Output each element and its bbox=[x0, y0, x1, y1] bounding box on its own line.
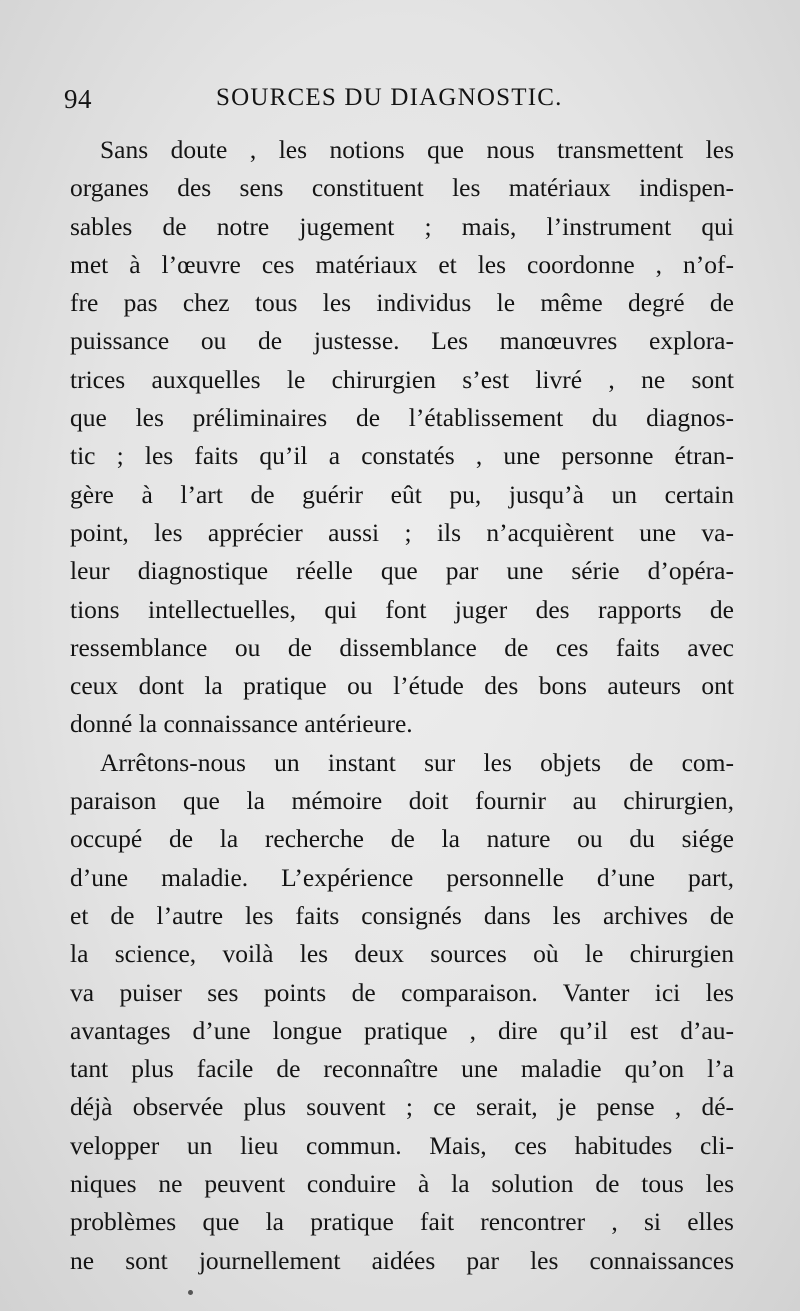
text-line: problèmes que la pratique fait rencontrer , si elles bbox=[70, 1207, 734, 1237]
text-line: point, les apprécier aussi ; ils n’acquièrent une va- bbox=[70, 517, 734, 547]
text-line: tant plus facile de reconnaître une maladie qu’on l’a bbox=[70, 1054, 734, 1084]
text-line: trices auxquelles le chirurgien s’est livré , ne sont bbox=[70, 364, 734, 394]
text-line: tions intellectuelles, qui font juger des rapports de bbox=[70, 594, 734, 624]
text-line: occupé de la recherche de la nature ou du siége bbox=[70, 824, 734, 854]
text-line: va puiser ses points de comparaison. Vanter ici les bbox=[70, 977, 734, 1007]
text-line: Arrêtons-nous un instant sur les objets de com- bbox=[100, 747, 734, 777]
text-line: tic ; les faits qu’il a constatés , une personne étran- bbox=[70, 441, 734, 471]
text-line: que les préliminaires de l’établissement du diagnos- bbox=[70, 403, 734, 433]
text-line: et de l’autre les faits consignés dans les archives de bbox=[70, 900, 734, 930]
text-line: la science, voilà les deux sources où le chirurgien bbox=[70, 939, 734, 969]
text-line: Sans doute , les notions que nous transmettent les bbox=[100, 135, 734, 164]
page-number: 94 bbox=[64, 84, 92, 114]
body-text bbox=[70, 131, 734, 1280]
text-line: gère à l’art de guérir eût pu, jusqu’à un certain bbox=[70, 479, 734, 509]
text-line: d’une maladie. L’expérience personnelle d’une part, bbox=[70, 862, 734, 892]
text-line: déjà observée plus souvent ; ce serait, je pense , dé- bbox=[70, 1092, 734, 1122]
text-line: velopper un lieu commun. Mais, ces habitudes cli- bbox=[70, 1130, 734, 1160]
text-line: niques ne peuvent conduire à la solution de tous les bbox=[70, 1169, 734, 1199]
text-line: sables de notre jugement ; mais, l’instrument qui bbox=[70, 211, 734, 241]
text-line: fre pas chez tous les individus le même degré de bbox=[70, 288, 734, 318]
text-line: ressemblance ou de dissemblance de ces faits avec bbox=[70, 632, 734, 662]
ink-speck bbox=[188, 1290, 193, 1295]
text-line: met à l’œuvre ces matériaux et les coordonne , n’of- bbox=[70, 249, 734, 279]
text-line: ne sont journellement aidées par les connaissances bbox=[70, 1245, 734, 1275]
text-line: puissance ou de justesse. Les manœuvres explora- bbox=[70, 326, 734, 356]
text-line: avantages d’une longue pratique , dire qu’il est d’au- bbox=[70, 1015, 734, 1045]
text-line: donné la connaissance antérieure. bbox=[70, 709, 413, 739]
text-line: paraison que la mémoire doit fournir au chirurgien, bbox=[70, 786, 734, 816]
page-header bbox=[64, 84, 736, 120]
text-line: organes des sens constituent les matériaux indispen- bbox=[70, 173, 734, 203]
text-line: leur diagnostique réelle que par une série d’opéra- bbox=[70, 556, 734, 586]
running-title: SOURCES DU DIAGNOSTIC. bbox=[216, 84, 563, 111]
text-line: ceux dont la pratique ou l’étude des bons auteurs ont bbox=[70, 671, 734, 701]
